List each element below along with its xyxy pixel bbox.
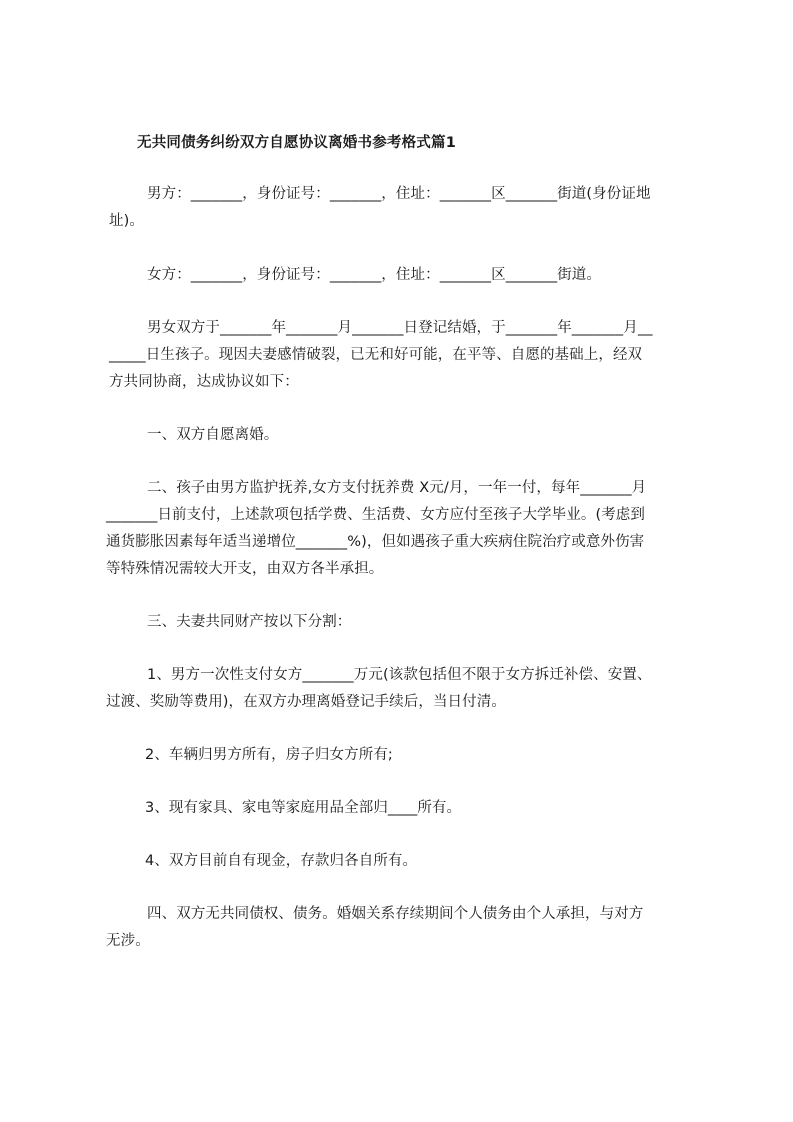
paragraph-marriage-line-3: 方共同协商，达成协议如下： xyxy=(109,374,299,390)
paragraph-woman-info-line-1: 女方：_______，身份证号：_______，住址：_______区_______街道。 xyxy=(147,267,601,283)
paragraph-man-info-line-1: 男方：_______，身份证号：_______，住址：_______区_______街道(身份证地 xyxy=(147,186,651,202)
section-three-heading: 三、夫妻共同财产按以下分割： xyxy=(147,614,352,630)
document-title: 无共同债务纠纷双方自愿协议离婚书参考格式篇1 xyxy=(137,135,456,151)
section-four-line-1: 四、双方无共同债权、债务。婚姻关系存续期间个人债务由个人承担，与对方 xyxy=(147,906,644,922)
item-four-line: 4、双方目前自有现金，存款归各自所有。 xyxy=(145,853,418,869)
item-two-line: 2、车辆归男方所有，房子归女方所有; xyxy=(145,747,393,763)
section-two-line-2: _______日前支付，上述款项包括学费、生活费、女方应付至孩子大学毕业。(考虑到 xyxy=(106,507,646,523)
section-one-heading: 一、双方自愿离婚。 xyxy=(147,427,279,443)
paragraph-marriage-line-1: 男女双方于_______年_______月_______日登记结婚，于_______年_______月__ xyxy=(147,320,653,336)
section-four-line-2: 无涉。 xyxy=(106,933,150,949)
item-one-line-1: 1、男方一次性支付女方_______万元(该款包括但不限于女方拆迁补偿、安置、 xyxy=(147,667,652,683)
item-one-line-2: 过渡、奖励等费用)，在双方办理离婚登记手续后，当日付清。 xyxy=(106,694,506,710)
section-two-line-3: 通货膨胀因素每年适当递增位_______%)，但如遇孩子重大疾病住院治疗或意外伤害 xyxy=(106,534,645,550)
section-two-line-4: 等特殊情况需较大开支，由双方各半承担。 xyxy=(106,561,384,577)
item-three-line: 3、现有家具、家电等家庭用品全部归____所有。 xyxy=(145,800,462,816)
paragraph-man-info-line-2: 址)。 xyxy=(109,213,144,229)
section-two-line-1: 二、孩子由男方监护抚养,女方支付抚养费 X元/月，一年一付，每年_______月 xyxy=(147,480,647,496)
paragraph-marriage-line-2: _____日生孩子。现因夫妻感情破裂，已无和好可能，在平等、自愿的基础上，经双 xyxy=(109,347,643,363)
